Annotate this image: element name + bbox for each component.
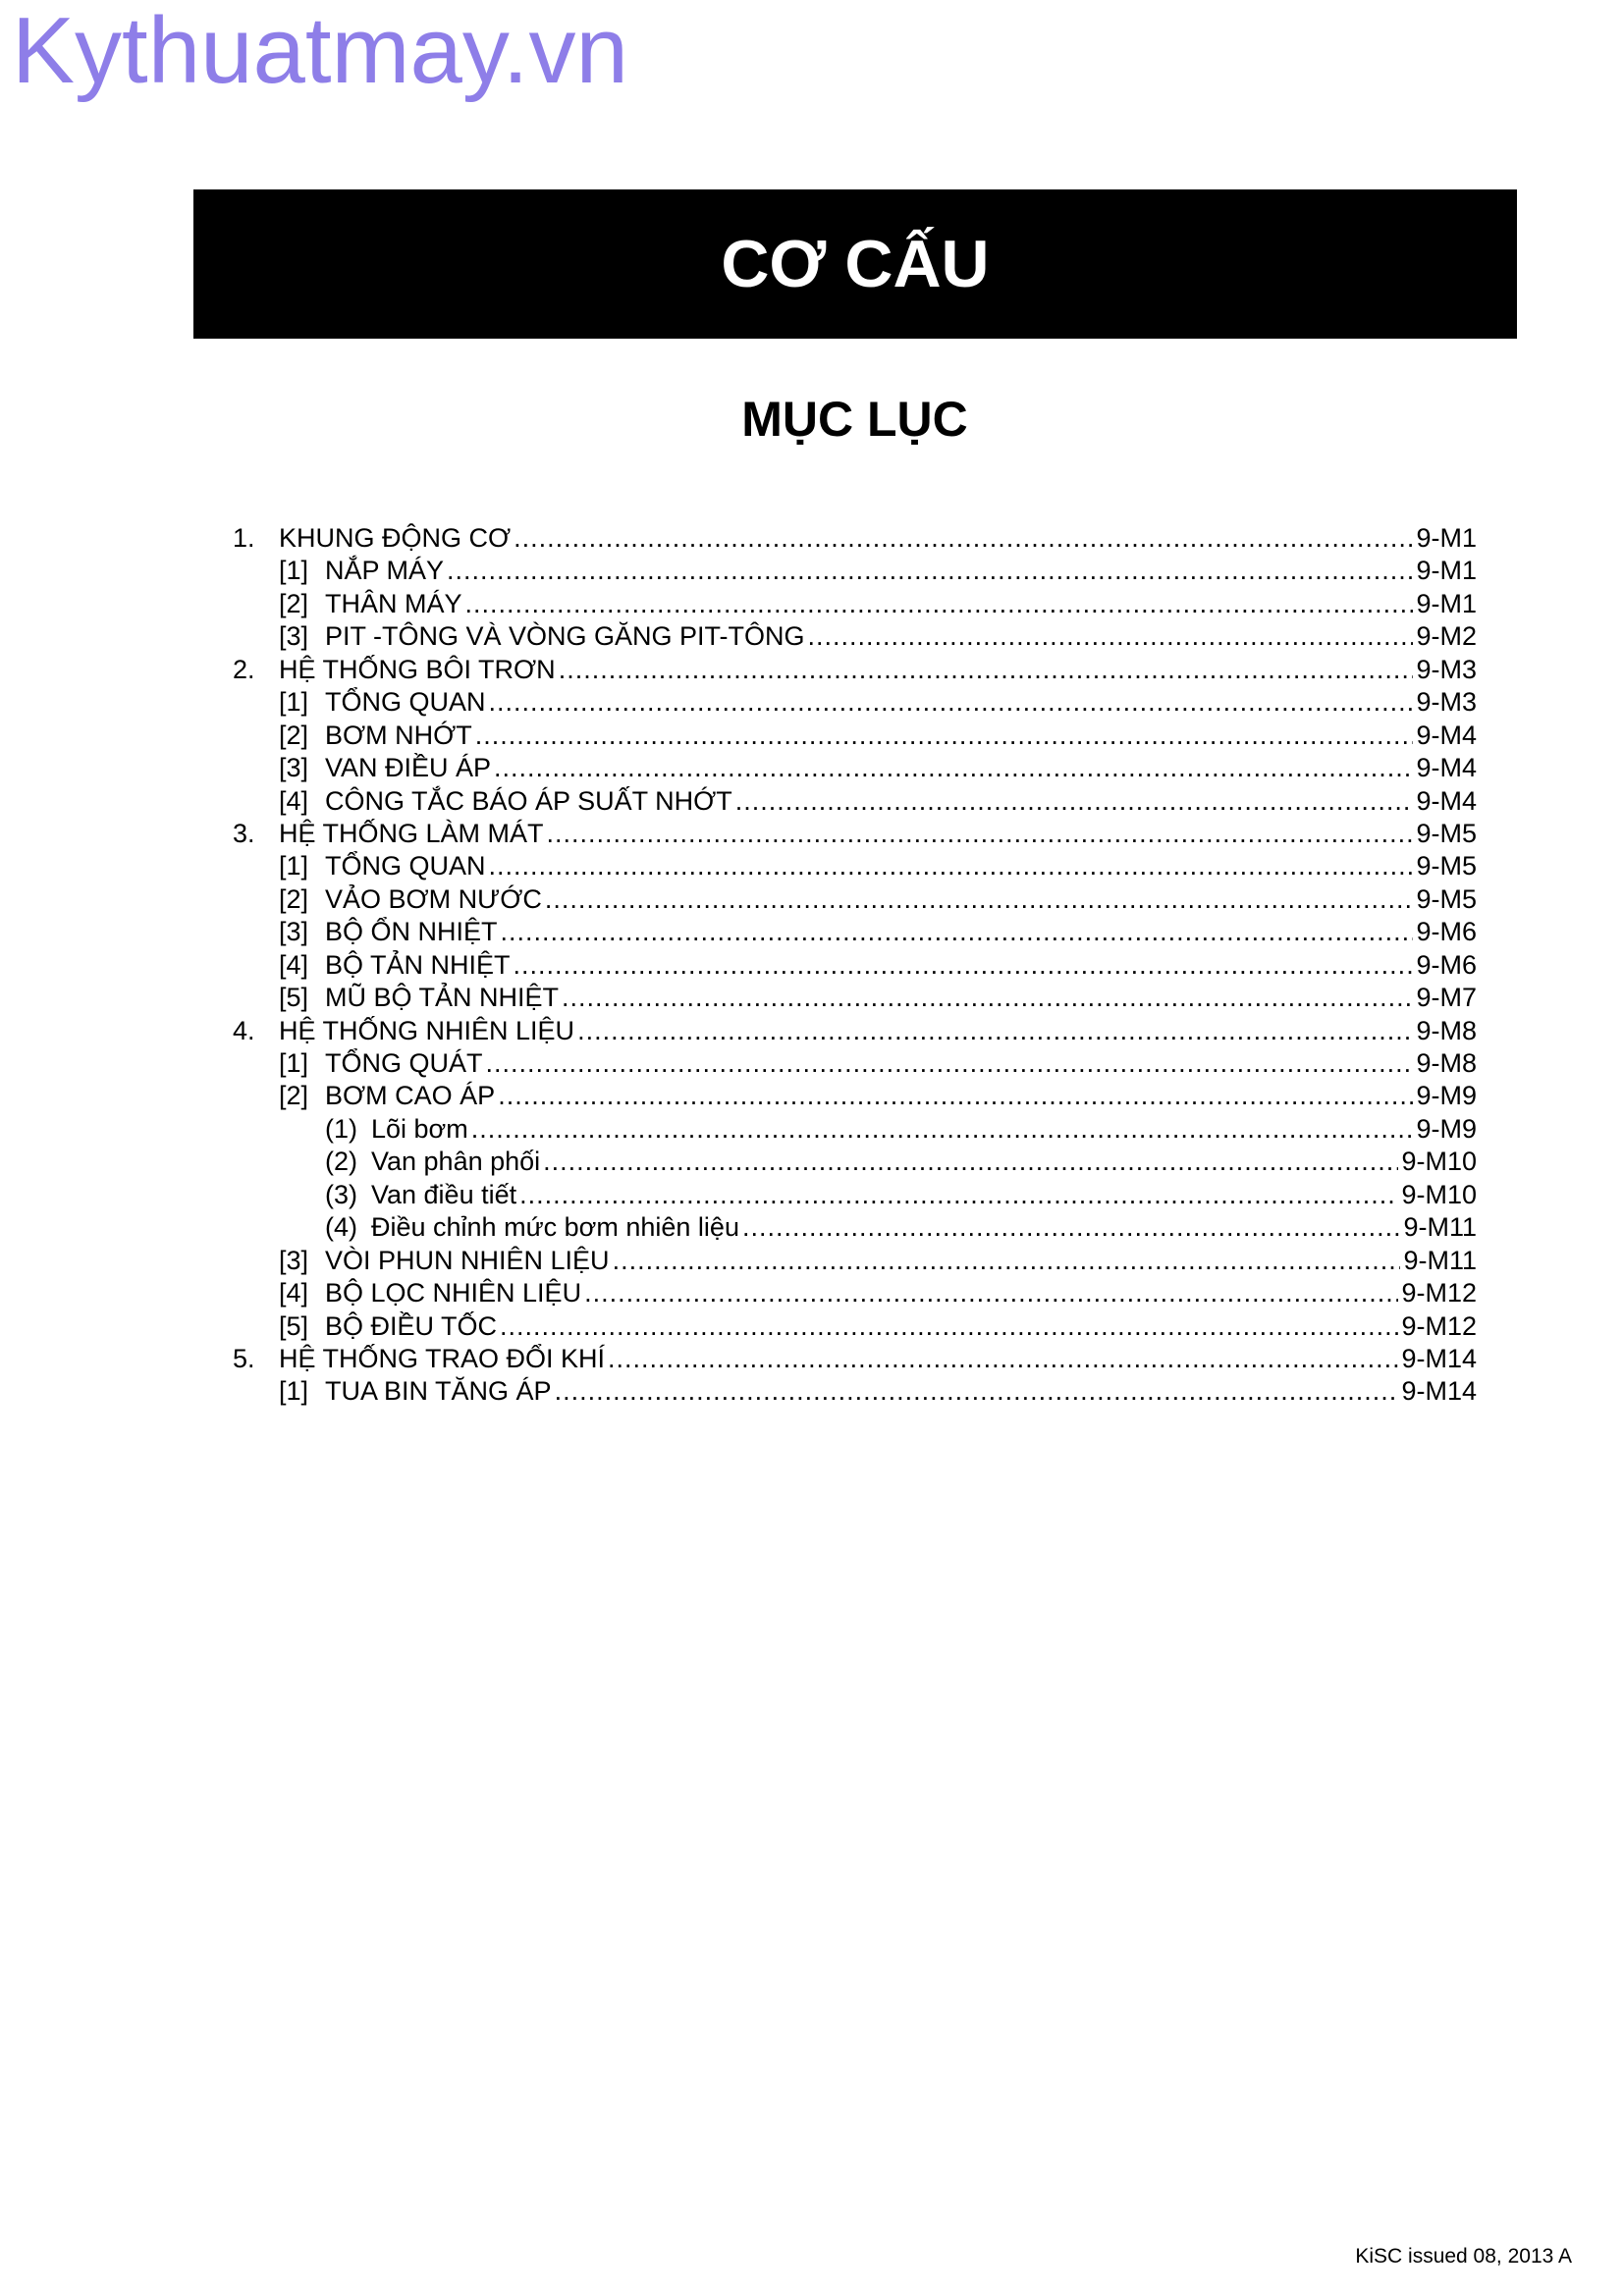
- toc-leader-dots: [584, 1277, 1398, 1309]
- toc-entry-title: TỔNG QUAN: [325, 851, 486, 881]
- toc-entry-page: 9-M10: [1401, 1147, 1477, 1177]
- toc-leader-dots: [559, 654, 1414, 686]
- toc-entry-page: 9-M9: [1416, 1113, 1477, 1144]
- toc-entry-number: [5]: [279, 1310, 309, 1341]
- toc-entry-number: (3): [325, 1179, 357, 1209]
- toc-entry-number: [2]: [279, 883, 309, 914]
- toc-entry-page: 9-M12: [1401, 1310, 1477, 1341]
- toc-leader-dots: [514, 522, 1413, 555]
- chapter-banner: [193, 189, 1517, 339]
- toc-entry-page: 9-M12: [1401, 1278, 1477, 1308]
- toc-entry-title: BƠM NHỚT: [325, 720, 472, 750]
- toc-entry[interactable]: [233, 818, 1477, 850]
- toc-entry-number: [4]: [279, 785, 309, 816]
- toc-entry[interactable]: [233, 1277, 1477, 1309]
- toc-heading: MỤC LỤC: [741, 392, 968, 447]
- toc-entry-page: 9-M1: [1416, 523, 1477, 553]
- toc-leader-dots: [486, 1047, 1414, 1080]
- toc-entry-title: MŨ BỘ TẢN NHIỆT: [325, 983, 560, 1013]
- toc-leader-dots: [501, 916, 1414, 948]
- toc-entry-number: [4]: [279, 1278, 309, 1308]
- toc-leader-dots: [519, 1179, 1398, 1211]
- toc-entry-title: VẢO BƠM NƯỚC: [325, 883, 542, 914]
- toc-entry[interactable]: [233, 1179, 1477, 1211]
- toc-entry-page: 9-M1: [1416, 588, 1477, 618]
- toc-entry-number: 4.: [233, 1015, 255, 1045]
- toc-entry-title: TỔNG QUÁT: [325, 1048, 483, 1078]
- toc-entry[interactable]: [233, 1245, 1477, 1277]
- toc-leader-dots: [447, 555, 1413, 587]
- toc-entry-page: 9-M8: [1416, 1048, 1477, 1078]
- toc-entry-page: 9-M6: [1416, 949, 1477, 980]
- toc-entry-title: Lõi bơm: [371, 1113, 468, 1144]
- toc-leader-dots: [543, 1146, 1398, 1178]
- toc-leader-dots: [465, 588, 1414, 620]
- toc-entry-title: KHUNG ĐỘNG CƠ: [279, 523, 512, 553]
- toc-entry[interactable]: [233, 752, 1477, 784]
- toc-entry[interactable]: [233, 1211, 1477, 1244]
- toc-entry-number: [1]: [279, 1376, 309, 1407]
- toc-entry-title: BỘ TẢN NHIỆT: [325, 949, 511, 980]
- toc-entry-page: 9-M4: [1416, 785, 1477, 816]
- toc-entry[interactable]: [233, 1310, 1477, 1343]
- toc-entry-page: 9-M4: [1416, 720, 1477, 750]
- toc-entry-page: 9-M7: [1416, 983, 1477, 1013]
- toc-entry-number: [3]: [279, 621, 309, 652]
- footer-issue-note: KiSC issued 08, 2013 A: [1355, 2245, 1572, 2268]
- toc-entry[interactable]: [233, 1047, 1477, 1080]
- toc-leader-dots: [500, 1310, 1398, 1343]
- toc-entry-title: TỔNG QUAN: [325, 687, 486, 718]
- toc-entry[interactable]: [233, 916, 1477, 948]
- toc-entry[interactable]: [233, 949, 1477, 982]
- watermark: Kythuatmay.vn: [12, 0, 628, 103]
- toc-entry-number: [1]: [279, 1048, 309, 1078]
- toc-entry[interactable]: [233, 982, 1477, 1014]
- toc-leader-dots: [808, 620, 1414, 653]
- toc-leader-dots: [555, 1375, 1399, 1408]
- toc-leader-dots: [742, 1211, 1401, 1244]
- toc-entry-number: [2]: [279, 720, 309, 750]
- toc-entry-title: VÒI PHUN NHIÊN LIỆU: [325, 1245, 610, 1275]
- toc-leader-dots: [577, 1015, 1413, 1047]
- toc-leader-dots: [475, 720, 1414, 752]
- toc-entry-page: 9-M6: [1416, 917, 1477, 947]
- toc-entry-page: 9-M4: [1416, 753, 1477, 783]
- toc-entry-page: 9-M14: [1401, 1343, 1477, 1373]
- toc-entry[interactable]: [233, 883, 1477, 916]
- toc-entry-title: BỘ LỌC NHIÊN LIỆU: [325, 1278, 582, 1308]
- toc-entry[interactable]: [233, 1375, 1477, 1408]
- toc-entry-title: BỘ ỔN NHIỆT: [325, 917, 498, 947]
- toc-entry-title: HỆ THỐNG LÀM MÁT: [279, 818, 544, 848]
- toc-entry-page: 9-M5: [1416, 883, 1477, 914]
- toc-leader-dots: [514, 949, 1414, 982]
- toc-leader-dots: [489, 686, 1414, 719]
- toc-entry-page: 9-M2: [1416, 621, 1477, 652]
- toc-entry-number: [4]: [279, 949, 309, 980]
- toc-entry-title: HỆ THỐNG TRAO ĐỔI KHÍ: [279, 1343, 606, 1373]
- toc-entry-title: Điều chỉnh mức bơm nhiên liệu: [371, 1212, 739, 1243]
- toc-entry-number: (1): [325, 1113, 357, 1144]
- toc-entry-page: 9-M3: [1416, 687, 1477, 718]
- toc-entry-title: BƠM CAO ÁP: [325, 1081, 496, 1111]
- toc-entry-page: 9-M1: [1416, 556, 1477, 586]
- toc-entry-title: HỆ THỐNG BÔI TRƠN: [279, 654, 556, 684]
- toc-entry-title: TUA BIN TĂNG ÁP: [325, 1376, 552, 1407]
- toc-entry-number: [3]: [279, 917, 309, 947]
- toc-entry-page: 9-M8: [1416, 1015, 1477, 1045]
- toc-entry-page: 9-M5: [1416, 818, 1477, 848]
- toc-entry-page: 9-M5: [1416, 851, 1477, 881]
- chapter-title: CƠ CẤU: [721, 227, 990, 301]
- toc-entry[interactable]: [233, 588, 1477, 620]
- toc-leader-dots: [498, 1080, 1413, 1112]
- toc-entry-title: THÂN MÁY: [325, 588, 462, 618]
- toc-leader-dots: [471, 1113, 1414, 1146]
- toc-entry[interactable]: [233, 850, 1477, 882]
- toc-leader-dots: [545, 883, 1414, 916]
- toc-entry-number: [1]: [279, 687, 309, 718]
- toc-entry-title: VAN ĐIỀU ÁP: [325, 753, 492, 783]
- toc-entry-number: [3]: [279, 1245, 309, 1275]
- toc-entry-page: 9-M11: [1403, 1212, 1477, 1243]
- toc-entry-number: (4): [325, 1212, 357, 1243]
- toc-entry-page: 9-M3: [1416, 654, 1477, 684]
- toc-entry-number: [1]: [279, 556, 309, 586]
- toc-entry[interactable]: [233, 1015, 1477, 1047]
- toc-entry-title: PIT -TÔNG VÀ VÒNG GĂNG PIT-TÔNG: [325, 621, 805, 652]
- toc-entry-number: (2): [325, 1147, 357, 1177]
- toc-entry-title: BỘ ĐIỀU TỐC: [325, 1310, 498, 1341]
- toc-leader-dots: [613, 1245, 1401, 1277]
- toc-entry-number: [5]: [279, 983, 309, 1013]
- toc-entry[interactable]: [233, 620, 1477, 653]
- toc-leader-dots: [547, 818, 1414, 850]
- toc-entry[interactable]: [233, 785, 1477, 818]
- toc-leader-dots: [735, 785, 1414, 818]
- toc-entry-number: 3.: [233, 818, 255, 848]
- toc-entry-number: 5.: [233, 1343, 255, 1373]
- toc-leader-dots: [494, 752, 1413, 784]
- toc-entry-title: HỆ THỐNG NHIÊN LIỆU: [279, 1015, 575, 1045]
- toc-entry[interactable]: [233, 1080, 1477, 1112]
- toc-entry-title: CÔNG TẮC BÁO ÁP SUẤT NHỚT: [325, 785, 732, 816]
- toc-entry[interactable]: [233, 1146, 1477, 1178]
- toc-entry[interactable]: [233, 1343, 1477, 1375]
- toc-entry-number: [3]: [279, 753, 309, 783]
- toc-leader-dots: [562, 982, 1413, 1014]
- toc-entry[interactable]: [233, 720, 1477, 752]
- toc-entry-number: 2.: [233, 654, 255, 684]
- toc-leader-dots: [489, 850, 1414, 882]
- toc-entry-title: Van điều tiết: [371, 1179, 517, 1209]
- toc-entry-number: 1.: [233, 523, 255, 553]
- toc-entry-page: 9-M10: [1401, 1179, 1477, 1209]
- toc-entry[interactable]: [233, 522, 1477, 555]
- toc-entry-number: [2]: [279, 588, 309, 618]
- toc-entry-page: 9-M14: [1401, 1376, 1477, 1407]
- toc-entry[interactable]: [233, 686, 1477, 719]
- toc-leader-dots: [608, 1343, 1398, 1375]
- toc-entry-number: [1]: [279, 851, 309, 881]
- toc-entry-number: [2]: [279, 1081, 309, 1111]
- table-of-contents: [233, 522, 1477, 1409]
- toc-entry-title: Van phân phối: [371, 1147, 541, 1177]
- toc-entry-page: 9-M11: [1403, 1245, 1477, 1275]
- toc-entry[interactable]: [233, 1113, 1477, 1146]
- toc-entry-page: 9-M9: [1416, 1081, 1477, 1111]
- toc-entry[interactable]: [233, 555, 1477, 587]
- toc-entry[interactable]: [233, 654, 1477, 686]
- toc-entry-title: NẮP MÁY: [325, 556, 445, 586]
